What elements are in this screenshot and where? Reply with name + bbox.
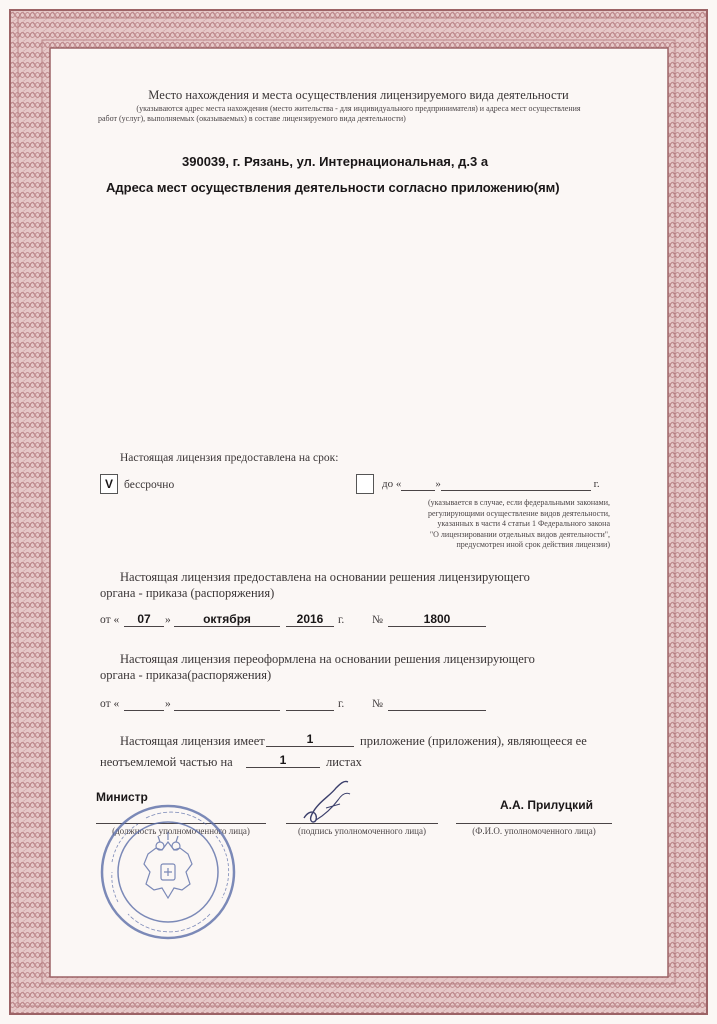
grant-line2: органа - приказа (распоряжения): [100, 586, 275, 600]
appendix-line2-suffix: листах: [326, 755, 362, 769]
grant-month: октября: [174, 612, 280, 627]
appendix-line1-suffix: приложение (приложения), являющееся ее: [360, 734, 587, 748]
appendix-count: 1: [266, 732, 354, 747]
reissue-quote-close: »: [165, 698, 171, 710]
term-note-line: регулирующими осуществление видов деятельности,: [427, 508, 610, 518]
name-caption: (Ф.И.О. уполномоченного лица): [472, 826, 596, 836]
handwritten-signature: [296, 778, 366, 826]
grant-year: 2016: [286, 612, 334, 627]
appendix-line2-prefix: неотъемлемой частью на: [100, 755, 233, 769]
reissue-month-blank: [174, 710, 280, 711]
grant-day: 07: [124, 612, 164, 627]
until-date-line: [382, 478, 600, 491]
reissue-number-blank: [388, 710, 486, 711]
unlimited-checkbox: V: [100, 474, 118, 494]
reissue-line2: органа - приказа(распоряжения): [100, 668, 272, 682]
grant-number-label: №: [372, 614, 383, 626]
term-note-line: указанных в части 4 статьи 1 Федерального закона: [437, 519, 610, 528]
term-note-line: предусмотрен иной срок действия лицензии): [456, 540, 610, 549]
reissue-year-suffix: г.: [338, 698, 345, 710]
reissue-year-blank: [286, 710, 334, 711]
grant-from-prefix: от «: [100, 614, 120, 626]
signature-caption: (подпись уполномоченного лица): [298, 826, 426, 836]
reissue-line1: Настоящая лицензия переоформлена на основании решения лицензирующего: [120, 652, 535, 666]
until-mid: »: [435, 478, 441, 490]
header-title: Место нахождения и места осуществления лицензируемого вида деятельности: [148, 88, 569, 102]
main-address: 390039, г. Рязань, ул. Интернациональная, д.3 а: [182, 154, 489, 169]
appendix-line1-prefix: Настоящая лицензия имеет: [120, 734, 265, 748]
reissue-day-blank: [124, 710, 164, 711]
name-line: [456, 823, 612, 824]
unlimited-label: бессрочно: [124, 479, 175, 491]
signatory-position: Министр: [96, 790, 148, 804]
grant-quote-close: »: [165, 614, 171, 626]
activity-places-address: Адреса мест осуществления деятельности согласно приложению(ям): [106, 180, 560, 195]
until-suffix: г.: [593, 478, 600, 490]
appendix-sheets: 1: [246, 753, 320, 768]
official-stamp: [98, 802, 238, 942]
reissue-number-label: №: [372, 698, 383, 710]
term-note: [374, 498, 610, 551]
term-label: Настоящая лицензия предоставлена на срок:: [120, 452, 339, 464]
eagle-emblem: [144, 832, 192, 898]
reissue-from-prefix: от «: [100, 698, 120, 710]
until-day-blank: [401, 478, 435, 491]
header-note-line1: (указываются адрес места нахождения (место жительства - для индивидуального предпринимателя) и адреса мест осуществления: [136, 104, 581, 113]
term-note-line: "О лицензировании отдельных видов деятельности",: [429, 529, 610, 539]
grant-number: 1800: [388, 612, 486, 627]
header-note-line2: работ (услуг), выполняемых (оказываемых) в составе лицензируемого вида деятельности): [98, 114, 406, 123]
until-checkbox: [356, 474, 374, 494]
term-note-line: (указывается в случае, если федеральными законами,: [427, 498, 610, 507]
grant-line1: Настоящая лицензия предоставлена на основании решения лицензирующего: [120, 570, 530, 584]
position-caption: (должность уполномоченного лица): [112, 826, 250, 836]
until-month-blank: [441, 478, 591, 491]
until-prefix: до «: [382, 478, 402, 490]
grant-year-suffix: г.: [338, 614, 345, 626]
signatory-name: А.А. Прилуцкий: [500, 798, 593, 812]
